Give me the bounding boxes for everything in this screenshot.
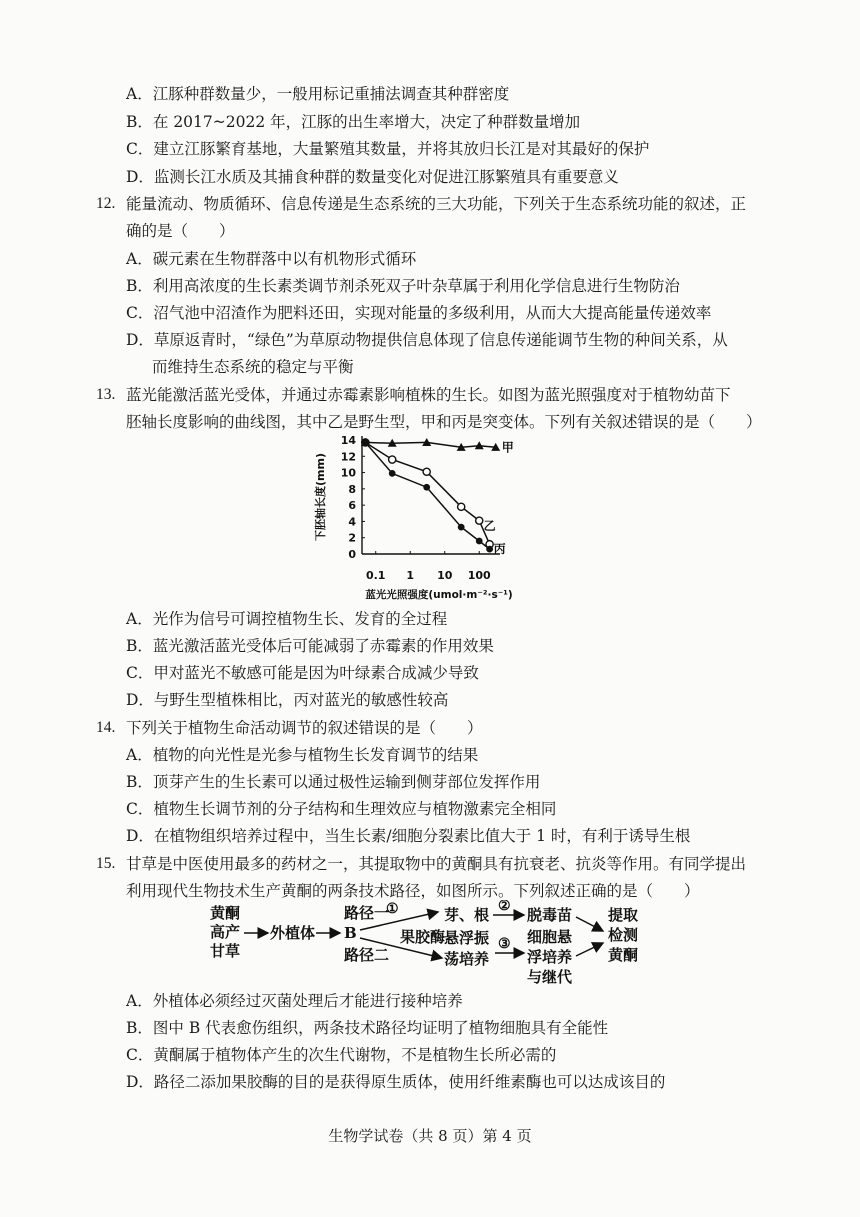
point-甲 bbox=[475, 441, 484, 449]
q15-stem-2: 利用现代生物技术生产黄酮的两条技术路径，如图所示。下列叙述正确的是（ ） bbox=[126, 882, 700, 900]
q13-option-d: D．与野生型植株相比，丙对蓝光的敏感性较高 bbox=[126, 691, 449, 709]
q15-option-d: D．路径二添加果胶酶的目的是获得原生质体，使用纤维素酶也可以达成该目的 bbox=[126, 1073, 666, 1091]
point-乙 bbox=[423, 468, 430, 475]
chart-labels bbox=[313, 434, 514, 601]
flow-cell-culture-1: 细胞悬 bbox=[527, 928, 573, 946]
q14-option-a: A．植物的向光性是光参与植物生长发育调节的结果 bbox=[126, 746, 479, 764]
point-乙 bbox=[476, 517, 483, 524]
y-tick-label: 14 bbox=[340, 434, 356, 447]
y-tick-label: 0 bbox=[348, 548, 356, 561]
q13-option-c: C．甲对蓝光不敏感可能是因为叶绿素合成减少导致 bbox=[126, 664, 479, 682]
q14-option-d: D．在植物组织培养过程中，当生长素/细胞分裂素比值大于 1 时，有利于诱导生根 bbox=[126, 827, 691, 845]
flow-step3: ③ bbox=[498, 936, 511, 952]
flow-seedling: 脱毒苗 bbox=[527, 906, 573, 924]
y-tick-label: 10 bbox=[340, 466, 356, 480]
flow-extract-3: 黄酮 bbox=[608, 946, 639, 964]
flow-path2: 路径二 bbox=[344, 946, 390, 964]
flow-cell-culture-3: 与继代 bbox=[527, 968, 573, 986]
flow-step2: ② bbox=[498, 900, 511, 914]
q14-option-b: B．顶芽产生的生长素可以通过极性运输到侧芽部位发挥作用 bbox=[126, 773, 541, 791]
flow-path1: 路径一 bbox=[344, 904, 390, 922]
point-丙 bbox=[458, 524, 465, 531]
flow-extract-1: 提取 bbox=[608, 906, 639, 924]
q11-option-a: A．江豚种群数量少，一般用标记重捕法调查其种群密度 bbox=[126, 85, 510, 103]
flow-source-1: 黄酮 bbox=[210, 904, 241, 922]
flow-arrow-extract-1 bbox=[576, 917, 603, 931]
y-tick-label: 4 bbox=[348, 515, 356, 529]
flow-b: B bbox=[344, 924, 357, 942]
flow-source-2: 高产 bbox=[210, 923, 241, 941]
series-label-乙: 乙 bbox=[483, 519, 496, 534]
series-label-甲: 甲 bbox=[501, 440, 514, 455]
y-tick-label: 2 bbox=[348, 531, 356, 545]
chart-series bbox=[361, 438, 500, 553]
q15-option-b: B．图中 B 代表愈伤组织，两条技术路径均证明了植物细胞具有全能性 bbox=[126, 1019, 609, 1037]
q15-stem-1: 甘草是中医使用最多的药材之一，其提取物中的黄酮具有抗衰老、抗炎等作用。有同学提出 bbox=[126, 855, 747, 873]
y-tick-label: 8 bbox=[348, 482, 356, 496]
series-line-乙 bbox=[365, 442, 489, 544]
q11-option-d: D．监测长江水质及其捕食种群的数量变化对促进江豚繁殖具有重要意义 bbox=[126, 168, 619, 186]
point-丙 bbox=[389, 470, 396, 477]
q12-option-c: C．沼气池中沼渣作为肥料还田，实现对能量的多级利用，从而大大提高能量传递效率 bbox=[126, 304, 712, 322]
q15-option-a: A．外植体必须经过灭菌处理后才能进行接种培养 bbox=[126, 992, 463, 1010]
page-footer: 生物学试卷（共 8 页）第 4 页 bbox=[328, 1127, 532, 1145]
q11-option-b: B．在 2017~2022 年，江豚的出生率增大，决定了种群数量增加 bbox=[126, 113, 581, 131]
flow-pectinase: 果胶酶 bbox=[400, 928, 446, 946]
series-line-丙 bbox=[365, 442, 489, 549]
point-丙 bbox=[476, 538, 483, 545]
q12-option-d-cont: 而维持生态系统的稳定与平衡 bbox=[152, 358, 354, 376]
q12-number: 12. bbox=[96, 195, 116, 212]
x-tick-label: 1 bbox=[406, 569, 415, 582]
q12-option-b: B．利用高浓度的生长素类调节剂杀死双子叶杂草属于利用化学信息进行生物防治 bbox=[126, 277, 680, 295]
q11-option-c: C．建立江豚繁育基地，大量繁殖其数量，并将其放归长江是对其最好的保护 bbox=[126, 140, 650, 158]
y-tick-label: 6 bbox=[348, 499, 356, 513]
q12-option-d: D．草原返青时，“绿色”为草原动物提供信息体现了信息传递能调节生物的种间关系，从 bbox=[126, 331, 728, 349]
flow-bud-root: 芽、根 bbox=[444, 906, 490, 924]
y-tick-label: 12 bbox=[340, 450, 356, 464]
q13-stem-1: 蓝光能激活蓝光受体，并通过赤霉素影响植株的生长。如图为蓝光照强度对于植物幼苗下 bbox=[126, 386, 731, 404]
x-tick-label: 10 bbox=[437, 569, 453, 582]
flow-extract-2: 检测 bbox=[608, 926, 639, 944]
q12-option-a: A．碳元素在生物群落中以有机物形式循环 bbox=[126, 250, 417, 268]
flow-explant: 外植体 bbox=[270, 924, 316, 942]
flow-suspension-2: 荡培养 bbox=[444, 950, 490, 968]
q12-stem-1: 能量流动、物质循环、信息传递是生态系统的三大功能，下列关于生态系统功能的叙述，正 bbox=[126, 195, 747, 213]
x-tick-label: 100 bbox=[467, 569, 491, 582]
x-axis-label: 蓝光光照强度(umol·m⁻²·s⁻¹) bbox=[365, 589, 513, 601]
point-丙 bbox=[362, 439, 369, 446]
y-axis-label: 下胚轴长度(mm) bbox=[314, 453, 327, 541]
point-丙 bbox=[486, 546, 493, 553]
flow-step1: ① bbox=[386, 901, 399, 917]
series-label-丙: 丙 bbox=[493, 542, 506, 557]
point-乙 bbox=[389, 456, 396, 463]
flow-arrow-extract-2 bbox=[576, 943, 603, 956]
q14-option-c: C．植物生长调节剂的分子结构和生理效应与植物激素完全相同 bbox=[126, 800, 557, 818]
q13-number: 13. bbox=[96, 386, 116, 403]
q15-number: 15. bbox=[96, 855, 116, 872]
q12-stem-2: 确的是（ ） bbox=[126, 222, 235, 240]
q15-option-c: C．黄酮属于植物体产生的次生代谢物，不是植物生长所必需的 bbox=[126, 1046, 557, 1064]
flow-suspension-1: 悬浮振 bbox=[444, 929, 490, 947]
x-tick-label: 0.1 bbox=[365, 569, 386, 582]
flavonoid-flow-diagram bbox=[200, 900, 660, 992]
flow-cell-culture-2: 浮培养 bbox=[527, 948, 573, 966]
point-丙 bbox=[423, 484, 430, 491]
flow-source-3: 甘草 bbox=[210, 942, 241, 960]
q13-option-b: B．蓝光激活蓝光受体后可能减弱了赤霉素的作用效果 bbox=[126, 637, 494, 655]
q14-stem: 下列关于植物生命活动调节的叙述错误的是（ ） bbox=[126, 719, 483, 737]
q13-option-a: A．光作为信号可调控植物生长、发育的全过程 bbox=[126, 610, 448, 628]
point-乙 bbox=[458, 503, 465, 510]
q13-stem-2: 胚轴长度影响的曲线图，其中乙是野生型，甲和丙是突变体。下列有关叙述错误的是（ ） bbox=[126, 413, 762, 431]
q14-number: 14. bbox=[96, 719, 116, 736]
hypocotyl-chart bbox=[300, 428, 560, 608]
